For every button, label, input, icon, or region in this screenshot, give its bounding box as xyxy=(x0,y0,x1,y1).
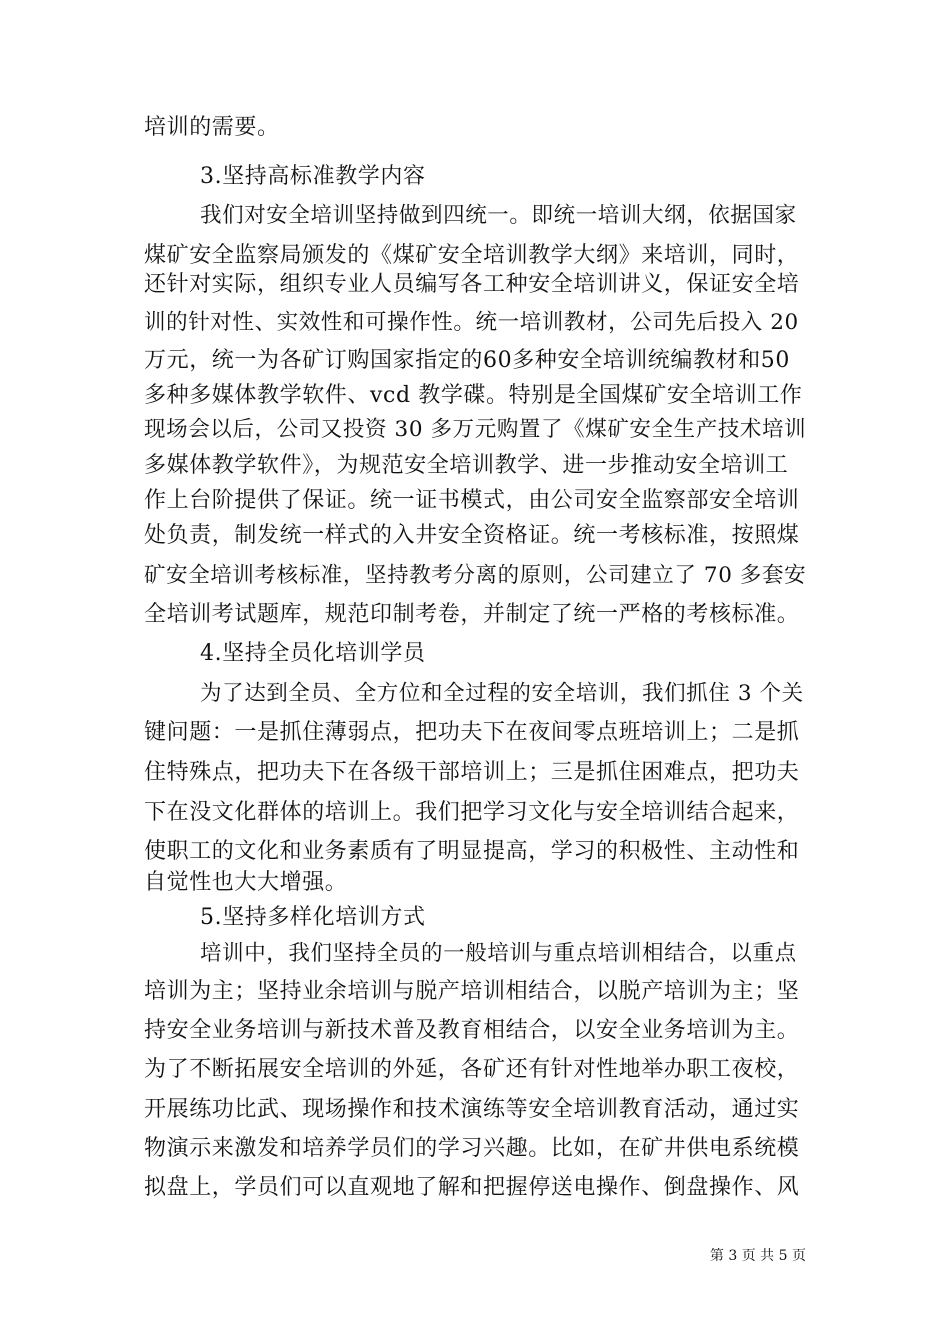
text-line: 培训中，我们坚持全员的一般培训与重点培训相结合，以重点 xyxy=(200,941,797,966)
page-number-footer: 第 3 页 共 5 页 xyxy=(709,1248,806,1264)
section-heading: 3.坚持高标准教学内容 xyxy=(200,164,426,189)
text-line: 下在没文化群体的培训上。我们把学习文化与安全培训结合起来， xyxy=(144,800,800,825)
section-heading: 4.坚持全员化培训学员 xyxy=(200,641,426,666)
text-line: 多种多媒体教学软件、vcd 教学碟。特别是全国煤矿安全培训工作 xyxy=(144,383,803,408)
text-line: 拟盘上，学员们可以直观地了解和把握停送电操作、倒盘操作、风 xyxy=(144,1175,800,1200)
text-line: 使职工的文化和业务素质有了明显提高，学习的积极性、主动性和 xyxy=(144,839,800,864)
text-line: 为了不断拓展安全培训的外延，各矿还有针对性地举办职工夜校， xyxy=(144,1057,800,1082)
text-line: 还针对实际，组织专业人员编写各工种安全培训讲义，保证安全培 xyxy=(144,272,800,297)
section-heading: 5.坚持多样化培训方式 xyxy=(200,905,426,930)
text-line: 自觉性也大大增强。 xyxy=(144,870,348,895)
text-line: 开展练功比武、现场操作和技术演练等安全培训教育活动，通过实 xyxy=(144,1097,800,1122)
text-line: 作上台阶提供了保证。统一证书模式，由公司安全监察部安全培训 xyxy=(144,488,800,513)
text-line: 万元，统一为各矿订购国家指定的60多种安全培训统编教材和50 xyxy=(144,348,790,373)
text-line: 现场会以后，公司又投资 30 多万元购置了《煤矿安全生产技术培训 xyxy=(144,417,807,442)
text-line: 培训为主；坚持业余培训与脱产培训相结合，以脱产培训为主；坚 xyxy=(144,979,800,1004)
text-line: 物演示来激发和培养学员们的学习兴趣。比如，在矿井供电系统模 xyxy=(144,1136,800,1161)
text-line: 我们对安全培训坚持做到四统一。即统一培训大纲，依据国家 xyxy=(200,203,797,228)
text-line: 培训的需要。 xyxy=(144,115,280,140)
text-line: 为了达到全员、全方位和全过程的安全培训，我们抓住 3 个关 xyxy=(200,681,804,706)
text-line: 矿安全培训考核标准，坚持教考分离的原则，公司建立了 70 多套安 xyxy=(144,563,807,588)
text-line: 训的针对性、实效性和可操作性。统一培训教材，公司先后投入 20 xyxy=(144,310,799,335)
text-line: 全培训考试题库，规范印制考卷，并制定了统一严格的考核标准。 xyxy=(144,602,800,627)
text-line: 多媒体教学软件》，为规范安全培训教学、进一步推动安全培训工 xyxy=(144,453,789,478)
text-line: 键问题：一是抓住薄弱点，把功夫下在夜间零点班培训上；二是抓 xyxy=(144,720,800,745)
text-line: 处负责，制发统一样式的入井安全资格证。统一考核标准，按照煤 xyxy=(144,523,800,548)
text-line: 煤矿安全监察局颁发的《煤矿安全培训教学大纲》来培训，同时， xyxy=(144,243,800,268)
text-line: 住特殊点，把功夫下在各级干部培训上；三是抓住困难点，把功夫 xyxy=(144,760,800,785)
text-line: 持安全业务培训与新技术普及教育相结合，以安全业务培训为主。 xyxy=(144,1018,800,1043)
